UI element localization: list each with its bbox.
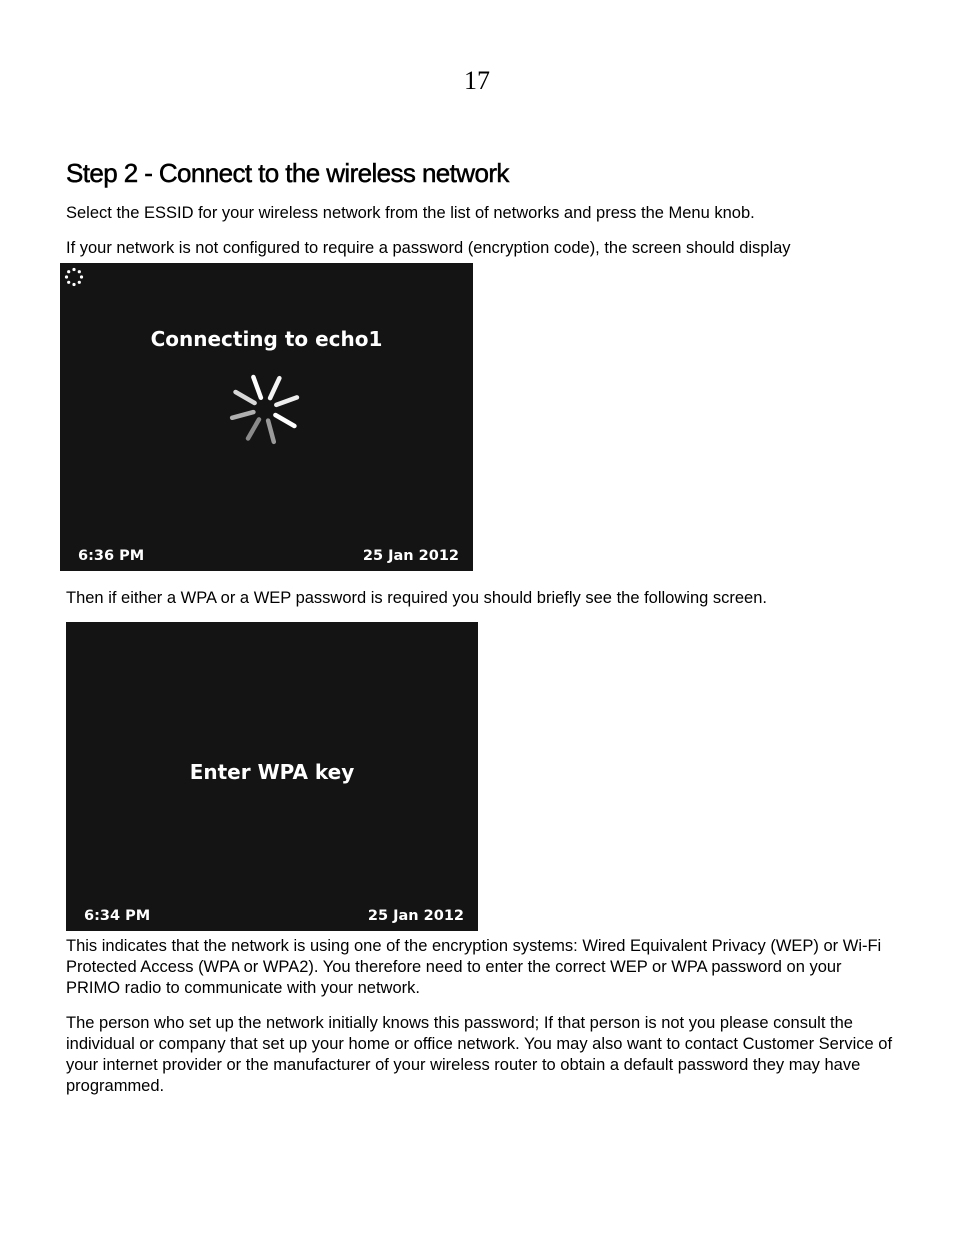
- spinner-spoke: [270, 378, 279, 398]
- spinner-spoke: [276, 397, 297, 405]
- spinner-spoke: [232, 412, 253, 418]
- connecting-time: 6:36 PM: [78, 548, 145, 564]
- wpa-key-screen: [66, 622, 478, 931]
- paragraph-encryption: This indicates that the network is using one of the encryption systems: Wired Equivalent Privacy (WEP) or Wi-Fi Protected Access (WPA or WPA2). You therefore need to enter the correct WEP or WPA password on your PRIMO radio to communicate with your network.: [66, 937, 882, 997]
- connecting-title: Connecting to echo1: [150, 327, 383, 351]
- spinner-spoke: [236, 392, 255, 403]
- spinner-spoke: [248, 419, 259, 438]
- wpa-key-time: 6:34 PM: [84, 908, 151, 924]
- spinner-spoke: [268, 421, 274, 442]
- loading-spinner-icon: [225, 369, 305, 449]
- section-heading: Step 2 - Connect to the wireless network: [66, 158, 509, 188]
- connecting-date: 25 Jan 2012: [362, 548, 459, 564]
- busy-icon: [64, 267, 84, 287]
- paragraph-no-password: If your network is not configured to require a password (encryption code), the screen should display: [66, 239, 791, 257]
- wpa-key-date: 25 Jan 2012: [367, 908, 464, 924]
- paragraph-select-essid: Select the ESSID for your wireless network from the list of networks and press the Menu knob.: [66, 204, 755, 222]
- paragraph-then: Then if either a WPA or a WEP password is required you should briefly see the following screen.: [66, 589, 767, 607]
- wpa-key-title: Enter WPA key: [189, 760, 355, 784]
- spinner-spoke: [275, 415, 294, 426]
- paragraph-password-owner: The person who set up the network initially knows this password; If that person is not you please consult the individual or company that set up your home or office network. You may also want to contact Customer Service of your internet provider or the manufacturer of your wireless router to obtain a default password they may have programmed.: [66, 1014, 893, 1095]
- page-number: 17: [464, 66, 490, 95]
- connecting-screen: [60, 263, 473, 571]
- spinner-spoke: [253, 377, 261, 398]
